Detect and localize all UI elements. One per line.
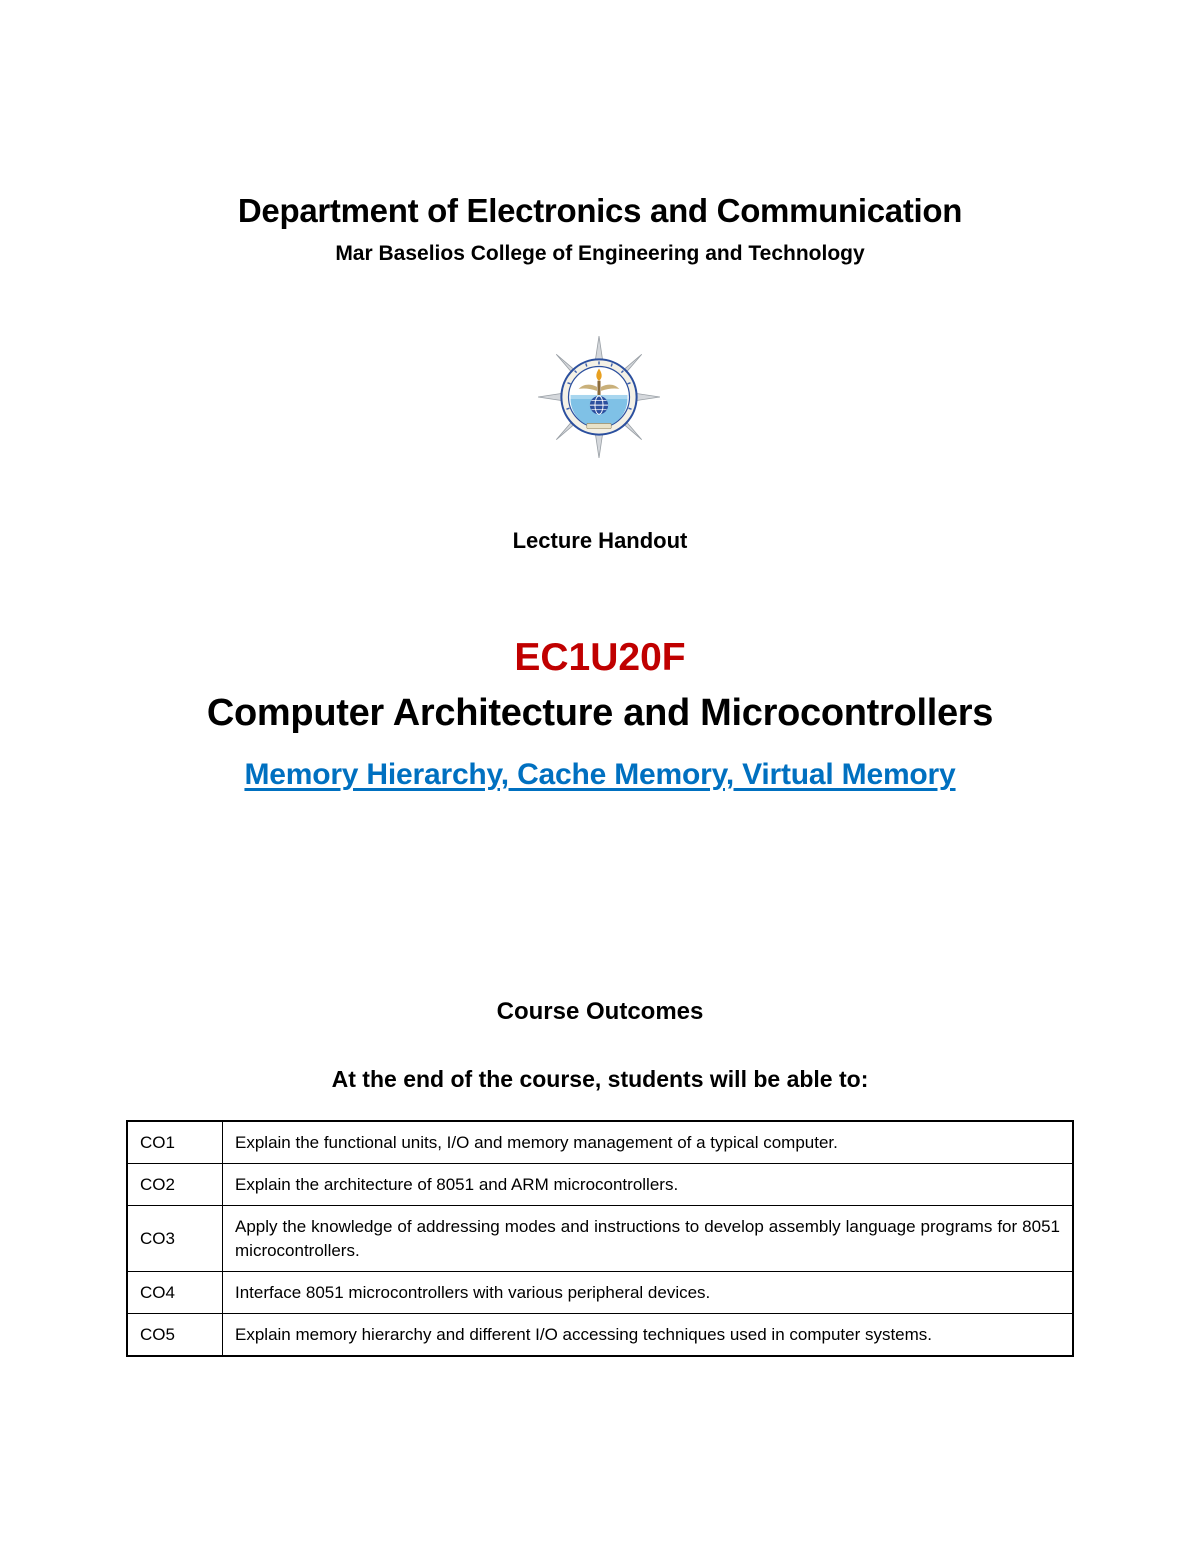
table-row [127, 1206, 1073, 1272]
outcome-code: CO3 [127, 1206, 223, 1272]
table-row [127, 1121, 1073, 1164]
outcome-code: CO2 [127, 1164, 223, 1206]
table-row [127, 1164, 1073, 1206]
department-title: Department of Electronics and Communication [237, 192, 963, 229]
outcome-description: Explain the architecture of 8051 and ARM microcontrollers. [223, 1164, 1074, 1206]
college-emblem-icon [538, 336, 660, 458]
outcome-description: Explain memory hierarchy and different I/O accessing techniques used in computer systems. [223, 1314, 1074, 1357]
course-outcomes-table [126, 1120, 1074, 1357]
table-row [127, 1272, 1073, 1314]
document-type-label: Lecture Handout [512, 528, 688, 553]
outcome-description: Interface 8051 microcontrollers with various peripheral devices. [223, 1272, 1074, 1314]
outcome-code: CO1 [127, 1121, 223, 1164]
outcome-code: CO5 [127, 1314, 223, 1357]
topic-link[interactable]: Memory Hierarchy, Cache Memory, Virtual Memory [244, 758, 956, 791]
table-row [127, 1314, 1073, 1357]
course-code: EC1U20F [514, 636, 686, 679]
course-title: Computer Architecture and Microcontrollers [206, 692, 994, 734]
outcome-description: Explain the functional units, I/O and memory management of a typical computer. [223, 1121, 1074, 1164]
college-name: Mar Baselios College of Engineering and Technology [335, 242, 865, 265]
outcome-description: Apply the knowledge of addressing modes and instructions to develop assembly language programs for 8051 microcontrollers. [223, 1206, 1074, 1272]
outcome-code: CO4 [127, 1272, 223, 1314]
course-outcomes-intro: At the end of the course, students will be able to: [331, 1066, 869, 1092]
course-outcomes-heading: Course Outcomes [496, 998, 704, 1025]
